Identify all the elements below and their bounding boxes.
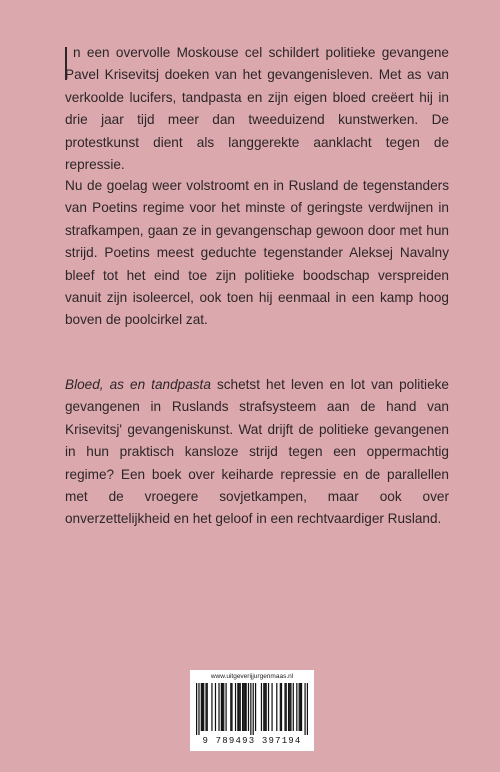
barcode-bar: [238, 683, 239, 731]
isbn-barcode: [190, 670, 314, 751]
barcode-bar: [215, 683, 216, 731]
barcode-bar: [290, 683, 291, 731]
barcode-bar: [299, 683, 300, 731]
barcode-bar: [235, 683, 236, 731]
barcode-bars: [196, 683, 308, 735]
blurb-paragraph-1: [65, 42, 449, 176]
barcode-bar: [268, 683, 269, 731]
blurb-paragraph-3: [65, 374, 449, 531]
barcode-bar: [201, 683, 202, 731]
barcode-bar: [244, 683, 245, 731]
blurb-paragraph-1-text: n een overvolle Moskouse cel schildert politieke gevangene Pavel Krisevitsj doeken van het gevangenisleven. Met as van verkoolde lucifers, tandpasta en zijn eigen bloed creëert hij in drie jaar tijd meer dan tweeduizend kunstwerken. De protestkunst dient als langgerekte aanklacht tegen de repressie.: [65, 45, 449, 173]
barcode-bar: [205, 683, 206, 731]
barcode-bar: [286, 683, 287, 731]
barcode-bar: [293, 683, 294, 731]
barcode-bar: [231, 683, 232, 731]
blurb-paragraph-2: Nu de goelag weer volstroomt en in Rusland de tegenstanders van Poetins regime voor het minste of geringste verdwijnen in strafkampen, gaan ze in gevangenschap gewoon door met hun strijd. Poetins meest geduchte tegenstander Aleksej Navalny bleef tot het eind toe zijn politieke boodschap verspreiden vanuit zijn isoleercel, ook toen hij eenmaal in een kamp hoog boven de poolcirkel zat.: [65, 178, 449, 328]
barcode-bar: [300, 683, 301, 731]
barcode-bar: [196, 683, 197, 735]
barcode-bar: [240, 683, 241, 731]
barcode-bar: [218, 683, 219, 731]
barcode-bar: [223, 683, 224, 731]
barcode-bar: [248, 683, 249, 731]
barcode-bar: [284, 683, 285, 731]
barcode-bar: [276, 683, 277, 731]
book-title-italic: Bloed, as en tandpasta: [65, 377, 211, 392]
barcode-bar: [255, 683, 256, 731]
barcode-bar: [222, 683, 223, 731]
barcode-bar: [281, 683, 282, 731]
barcode-bar: [243, 683, 244, 731]
barcode-bar: [225, 683, 226, 731]
barcode-bar: [304, 683, 305, 735]
barcode-bar: [242, 683, 243, 731]
barcode-bar: [266, 683, 267, 731]
barcode-bar: [264, 683, 265, 731]
barcode-bar: [198, 683, 199, 735]
barcode-bar: [237, 683, 238, 731]
barcode-bar: [221, 683, 222, 731]
barcode-bar: [250, 683, 251, 735]
barcode-bar: [263, 683, 264, 731]
barcode-bar: [211, 683, 212, 731]
barcode-bar: [296, 683, 297, 731]
barcode-bar: [246, 683, 247, 731]
publisher-url: www.uitgeverijjurgenmaas.nl: [210, 673, 294, 680]
isbn-digits: 9 789493 397194: [202, 736, 302, 746]
barcode-bar: [288, 683, 289, 731]
barcode-bar: [307, 683, 308, 735]
barcode-bar: [203, 683, 204, 731]
barcode-bar: [301, 683, 302, 731]
blurb-paragraph-3-text: schetst het leven en lot van politieke gevangenen in Ruslands strafsysteem aan de hand van Krisevitsj' gevangeniskunst. Wat drijft de politieke gevangenen in hun praktisch kansloze strijd tegen een oppermachtig regime? Een boek over keiharde repressie en de parallellen met de vroegere sovjetkampen, maar ook over onverzettelijkheid en het geloof in een rechtvaardiger Rusland.: [65, 377, 449, 527]
barcode-bar: [271, 683, 272, 731]
barcode-bar: [261, 683, 262, 731]
barcode-bar: [280, 683, 281, 731]
barcode-bar: [253, 683, 254, 735]
barcode-bar: [207, 683, 208, 731]
barcode-bar: [202, 683, 203, 731]
barcode-bar: [289, 683, 290, 731]
barcode-bar: [230, 683, 231, 731]
